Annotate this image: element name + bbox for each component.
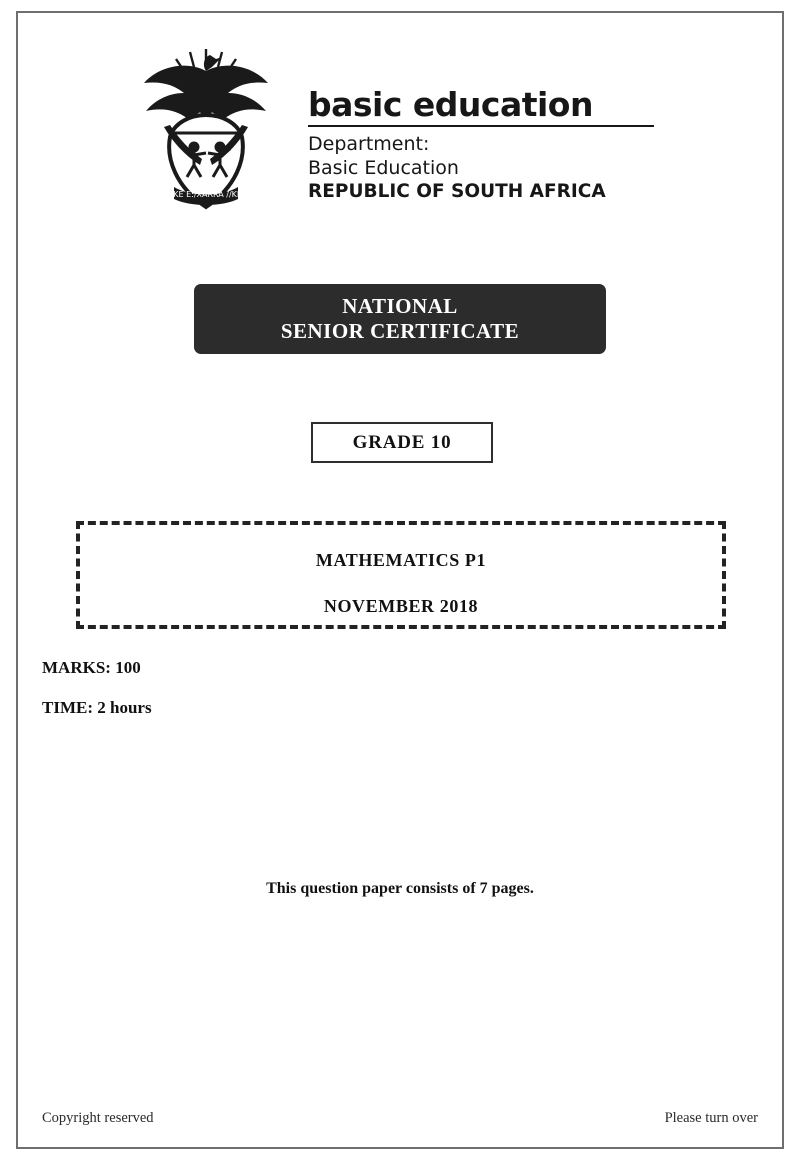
department-identity	[308, 87, 708, 204]
certificate-banner	[194, 284, 606, 354]
department-name: Basic Education	[308, 157, 459, 179]
page-content	[18, 13, 782, 1147]
subject-box	[76, 521, 726, 629]
copyright-notice: Copyright reserved	[42, 1110, 154, 1126]
certificate-line-1: NATIONAL	[342, 294, 458, 318]
brand-title: basic education	[308, 85, 593, 124]
certificate-line-2: SENIOR CERTIFICATE	[280, 319, 520, 343]
subject-title: MATHEMATICS P1	[315, 550, 487, 570]
brand-rule	[308, 125, 654, 127]
country-name: REPUBLIC OF SOUTH AFRICA	[308, 181, 606, 202]
grade-box	[311, 422, 493, 463]
department-lines	[308, 132, 708, 204]
department-label: Department:	[308, 133, 430, 155]
masthead	[18, 29, 782, 229]
south-africa-coat-of-arms-icon	[130, 41, 282, 221]
page-count-note: This question paper consists of 7 pages.	[266, 880, 534, 897]
exam-date: NOVEMBER 2018	[323, 596, 479, 616]
svg-text:!KE E:/XARRA //KE: !KE E:/XARRA //KE	[170, 190, 242, 199]
grade-label: GRADE 10	[352, 432, 452, 453]
marks-line: MARKS: 100	[42, 658, 141, 677]
turn-over-notice: Please turn over	[664, 1110, 758, 1126]
time-line: TIME: 2 hours	[42, 698, 152, 717]
